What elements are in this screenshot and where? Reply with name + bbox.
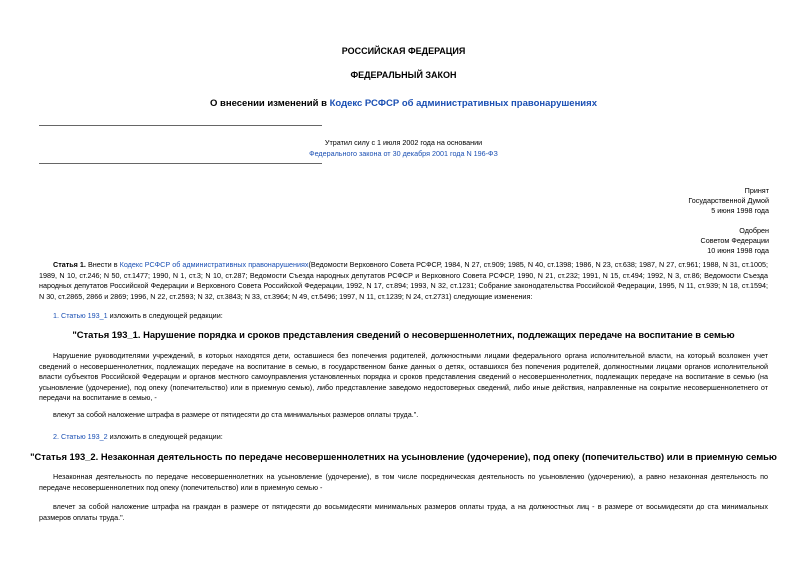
divider-bottom xyxy=(39,163,322,164)
void-notice-link[interactable]: Федерального закона от 30 декабря 2001 года N 196-ФЗ xyxy=(309,149,498,158)
article1-intro: Внести в xyxy=(85,260,120,269)
item1-num: 1. xyxy=(53,311,61,320)
item2-line xyxy=(39,432,768,443)
item1-text: изложить в следующей редакции: xyxy=(107,311,223,320)
item1-line xyxy=(39,311,768,322)
approved-date: 10 июня 1998 года xyxy=(707,246,769,256)
item2-num: 2. xyxy=(53,432,61,441)
law-title-prefix: О внесении изменений в xyxy=(210,98,330,109)
approval-block xyxy=(701,226,769,257)
article-193-2-body: Незаконная деятельность по передаче несовершеннолетних на усыновление (удочерение), в том числе посредническая деятельность по усыновлению (удочерению), а равно незаконная деятельность по передаче несовершеннолетних под опеку (попечительство) или в приемную семью - xyxy=(39,472,768,492)
item2-article-link[interactable]: Статью 193_2 xyxy=(61,432,108,441)
article-193-1-body: Нарушение руководителями учреждений, в которых находятся дети, оставшиеся без попечения родителей, должностными лицами федерального органа исполнительной власти, на который возложен учет сведений о несовершеннолетних, подлежащих передаче на воспитание в семью, в государственном банке данных о детях, оставшихся без попечения родителей, должностными лицами органов исполнительной власти субъектов Российской Федерации и органов местного самоуправления установленных порядка и сроков представления сведений о несовершеннолетних, подлежащих передаче на воспитание в семью (на усыновление (удочерение), под опеку (попечительство) или в приемную семью), либо представление заведомо недостоверных сведений, либо иные действия, направленные на сокрытие несовершеннолетнего от передачи на воспитание в семью, - xyxy=(39,351,768,402)
article1-label: Статья 1. xyxy=(53,260,86,269)
item1-article-link[interactable]: Статью 193_1 xyxy=(61,311,108,320)
article-193-1-heading: "Статья 193_1. Нарушение порядка и сроков представления сведений о несовершеннолетних, подлежащих передаче на воспитание в семью xyxy=(72,329,735,340)
divider-top xyxy=(39,125,322,126)
law-type-heading: ФЕДЕРАЛЬНЫЙ ЗАКОН xyxy=(350,70,457,80)
article-193-1-penalty: влекут за собой наложение штрафа в размере от пятидесяти до ста минимальных размеров оплаты труда.". xyxy=(53,410,419,419)
approved-label: Одобрен xyxy=(739,226,769,235)
article1-paragraph xyxy=(39,260,768,302)
country-heading: РОССИЙСКАЯ ФЕДЕРАЦИЯ xyxy=(341,46,466,56)
article-193-2-penalty: влечет за собой наложение штрафа на граждан в размере от пятидесяти до восьмидесяти минимальных размеров оплаты труда, а на должностных лиц - в размере от восьмидесяти до ста минимальных размеров оплаты труда.". xyxy=(39,502,768,522)
adoption-block xyxy=(688,186,769,217)
article1-text: (Ведомости Верховного Совета РСФСР, 1984, N 27, ст.909; 1985, N 40, ст.1398; 1986, N 23, ст.638; 1987, N 27, ст.961; 1988, N 31, ст.1005; 1989, N 10, ст.246; N 50, ст.1477; 1990, N 1, ст.3; N 10, ст.287; Ведомости Съезда народных депутатов РСФСР и Верховного Совета РСФСР, 1990, N 21, ст.232; 1991, N 15, ст.494; 1992, N 3, ст.86; Ведомости Съезда народных депутатов Российской Федерации и Верховного Совета Российской Федерации, 1992, N 17, ст.894; 1993, N 32, ст.1231; Собрание законодательства Российской Федерации, 1995, N 11, ст.939; N 18, ст.1594; N 30, ст.2865, 2866 и 2869; 1996, N 22, ст.2593; N 32, ст.3843; N 33, ст.3964; N 49, ст.5496; 1997, N 11, ст.1239; N 24, ст.2731) следующие изменения: xyxy=(39,260,768,301)
article1-codex-link[interactable]: Кодекс РСФСР об административных правонарушениях xyxy=(119,260,309,269)
void-notice-text: Утратил силу с 1 июля 2002 года на основании xyxy=(324,138,483,147)
approved-by: Советом Федерации xyxy=(700,236,769,246)
item2-text: изложить в следующей редакции: xyxy=(107,432,223,441)
codex-link[interactable]: Кодекс РСФСР об административных правонарушениях xyxy=(329,98,597,109)
accepted-by: Государственной Думой xyxy=(688,196,769,206)
article-193-2-heading: "Статья 193_2. Незаконная деятельность по передаче несовершеннолетних на усыновление (удочерение), под опеку (попечительство) или в приемную семью xyxy=(30,451,777,462)
accepted-label: Принят xyxy=(744,186,769,195)
law-title xyxy=(0,98,807,109)
accepted-date: 5 июня 1998 года xyxy=(711,206,769,216)
